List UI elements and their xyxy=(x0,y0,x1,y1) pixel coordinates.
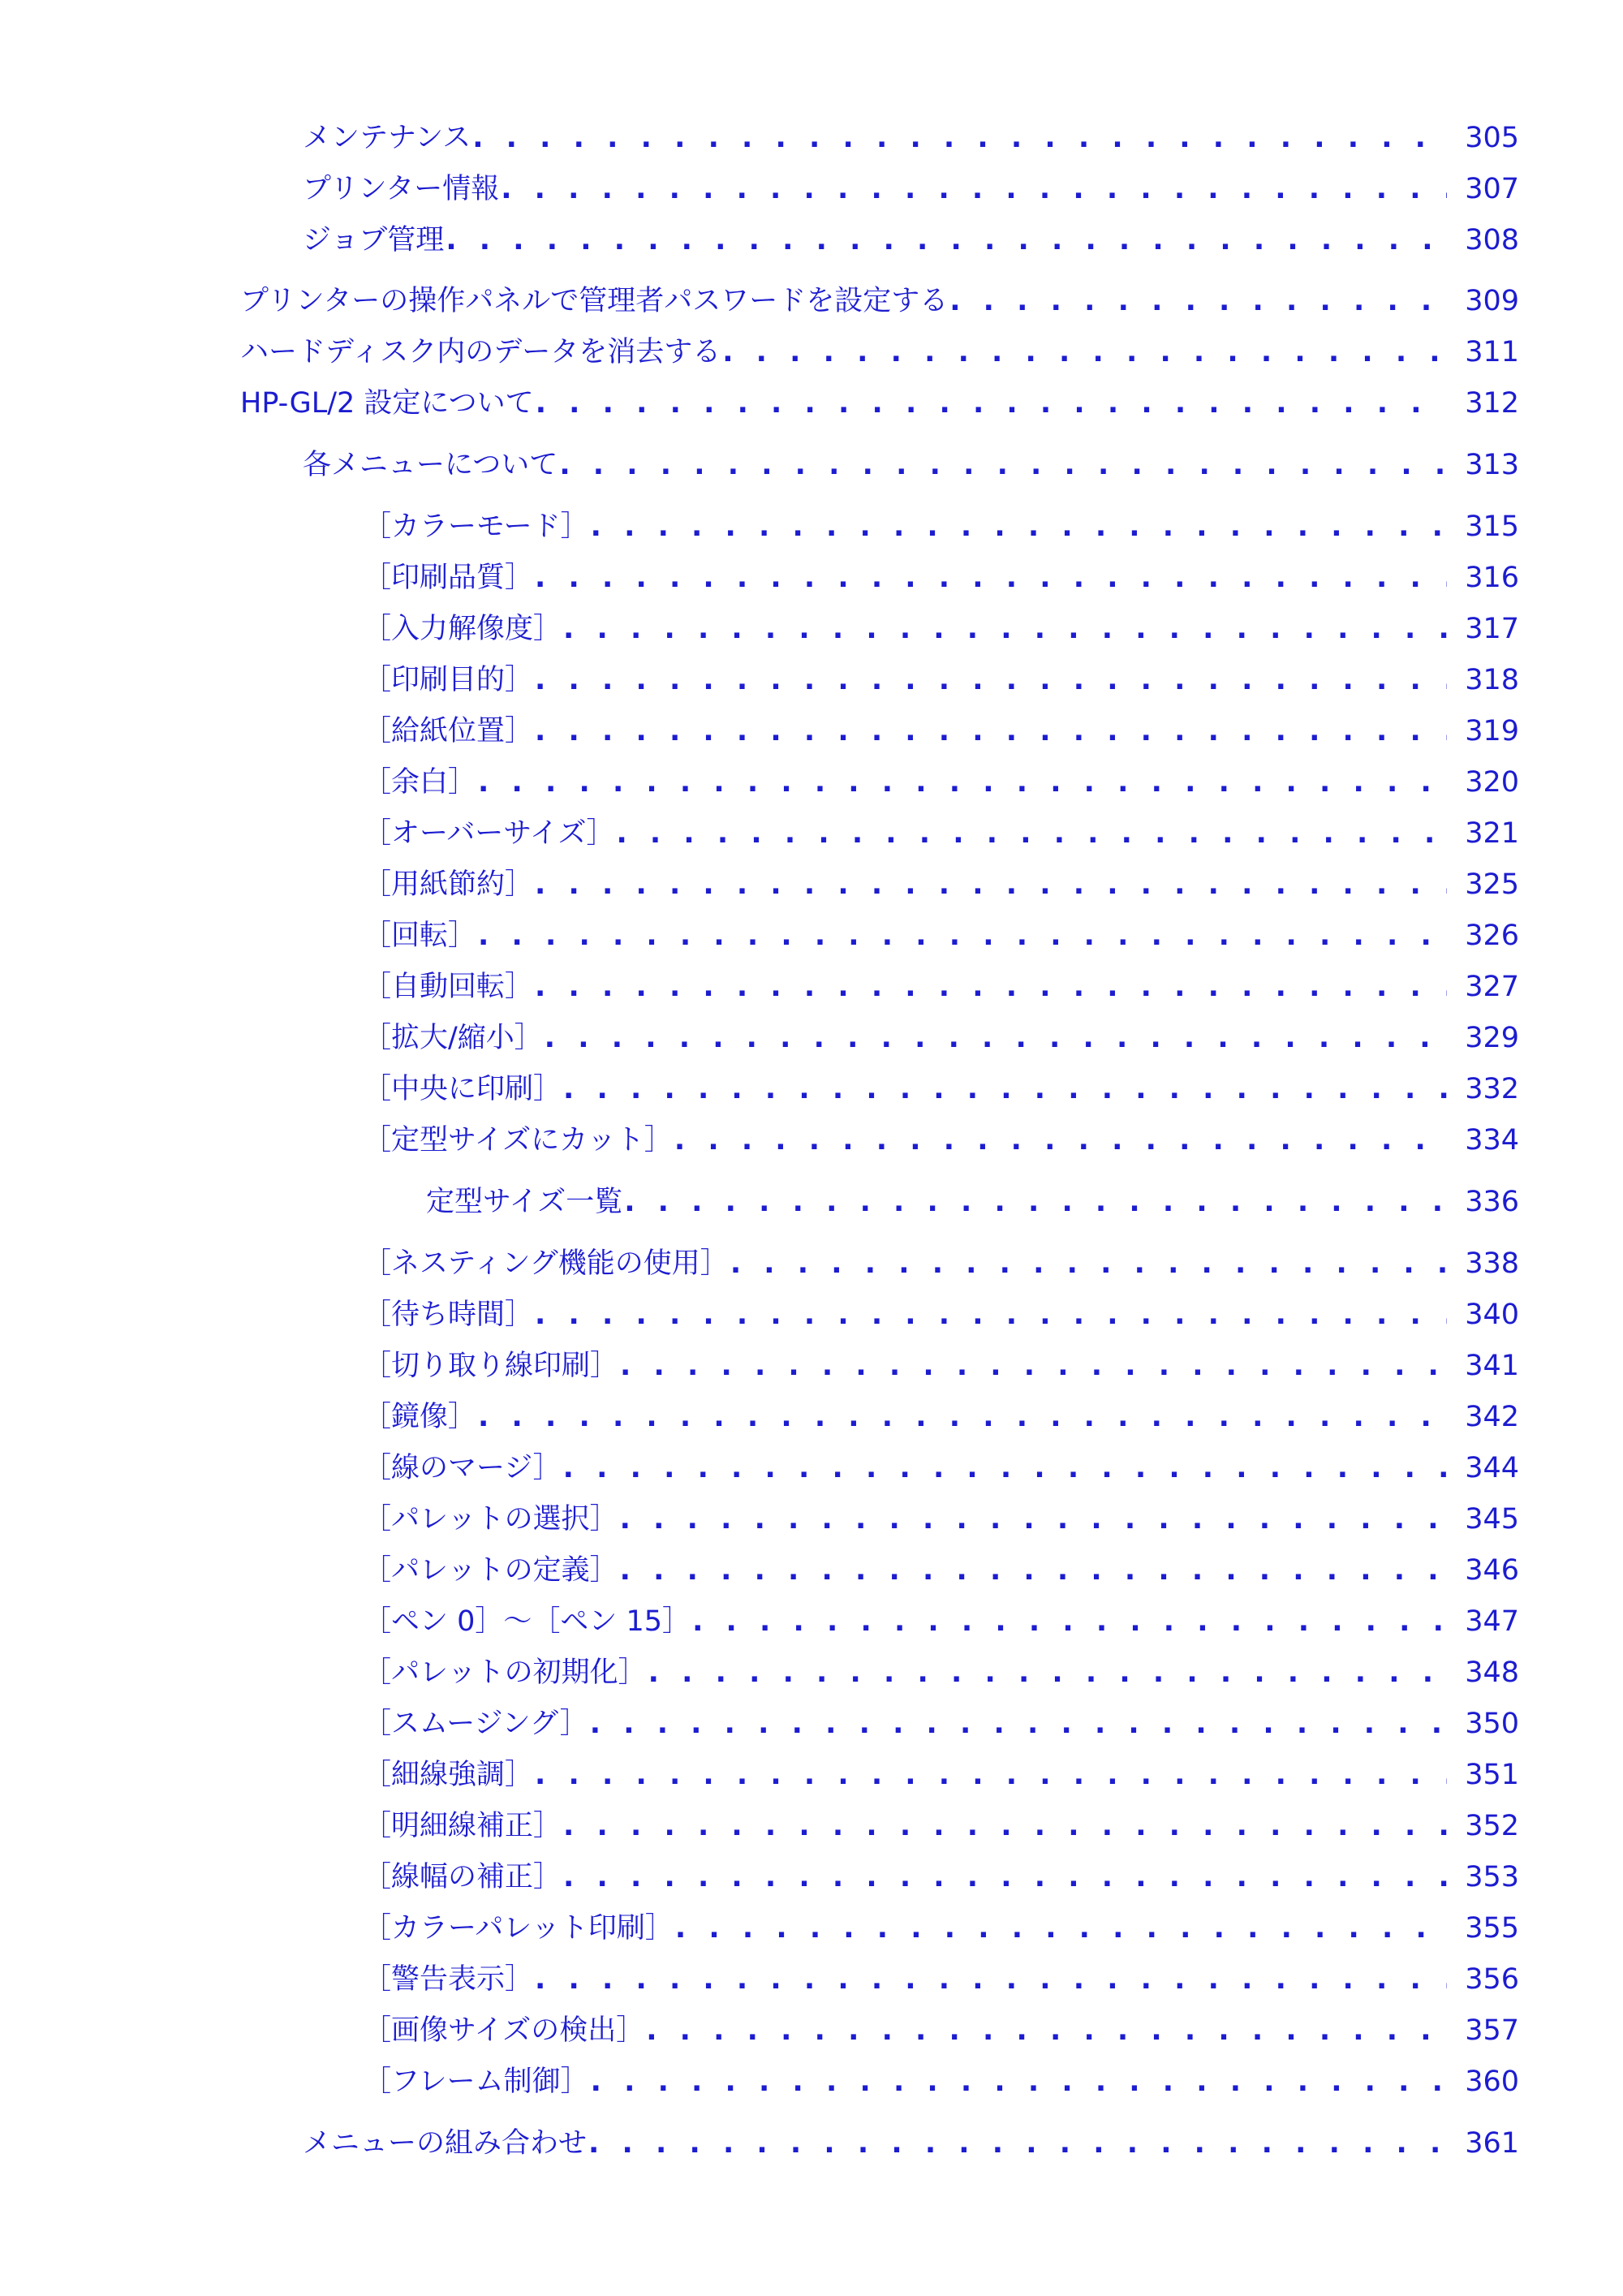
toc-dot-leader xyxy=(535,1294,1447,1335)
toc-page-number: 353 xyxy=(1465,1861,1519,1893)
toc-entry-auto-rotate[interactable] xyxy=(363,967,1519,1007)
toc-page-number: 345 xyxy=(1465,1503,1519,1536)
toc-page-number: 305 xyxy=(1465,122,1519,154)
toc-entry-printer-info[interactable] xyxy=(303,169,1519,209)
toc-dot-leader xyxy=(535,711,1447,752)
toc-entry-title: ［警告表示］ xyxy=(363,1963,534,1996)
toc-entry-title: ［カラーパレット印刷］ xyxy=(363,1912,674,1945)
toc-entry-title: ［給紙位置］ xyxy=(363,715,534,747)
toc-entry-title: ［切り取り線印刷］ xyxy=(363,1350,619,1382)
toc-entry-title: ［オーバーサイズ］ xyxy=(363,817,615,850)
toc-dot-leader xyxy=(624,1182,1447,1222)
toc-entry-title: ［自動回転］ xyxy=(363,971,534,1003)
toc-page-number: 332 xyxy=(1465,1073,1519,1105)
toc-dot-leader xyxy=(536,383,1448,424)
toc-entry-erase-hard-disk[interactable] xyxy=(240,332,1519,373)
toc-entry-title: ［拡大/縮小］ xyxy=(363,1022,543,1054)
toc-entry-wait-time[interactable] xyxy=(363,1294,1519,1335)
toc-entry-enlarge-reduce[interactable] xyxy=(363,1018,1519,1058)
toc-entry-title: ［パレットの初期化］ xyxy=(363,1656,647,1689)
toc-dot-leader xyxy=(648,1652,1448,1693)
toc-entry-paper-source[interactable] xyxy=(363,711,1519,752)
toc-page-number: 346 xyxy=(1465,1554,1519,1587)
toc-dot-leader xyxy=(563,1448,1448,1488)
toc-dot-leader xyxy=(620,1550,1448,1591)
toc-entry-standard-size-list[interactable] xyxy=(426,1182,1519,1222)
toc-dot-leader xyxy=(535,864,1447,905)
toc-page-number: 340 xyxy=(1465,1299,1519,1331)
toc-entry-title: 定型サイズ一覧 xyxy=(426,1186,623,1218)
toc-entry-thin-line-emphasis[interactable] xyxy=(363,1755,1519,1795)
toc-entry-title: ［ネスティング機能の使用］ xyxy=(363,1247,729,1280)
toc-entry-rotate[interactable] xyxy=(363,915,1519,956)
toc-page-number: 352 xyxy=(1465,1810,1519,1842)
toc-dot-leader xyxy=(563,1806,1447,1846)
toc-entry-color-mode[interactable] xyxy=(363,506,1519,547)
toc-dot-leader xyxy=(563,1857,1447,1898)
toc-entry-title: ［入力解像度］ xyxy=(363,613,562,645)
toc-dot-leader xyxy=(478,915,1447,956)
toc-entry-title: ［カラーモード］ xyxy=(363,510,589,543)
toc-entry-title: プリンター情報 xyxy=(303,173,500,205)
toc-entry-title: ［ペン 0］～［ペン 15］ xyxy=(363,1605,691,1638)
toc-entry-title: ［用紙節約］ xyxy=(363,868,534,901)
toc-entry-warning-display[interactable] xyxy=(363,1959,1519,2000)
toc-entry-title: ハードディスク内のデータを消去する xyxy=(240,336,721,368)
toc-entry-admin-password[interactable] xyxy=(240,281,1519,321)
toc-dot-leader xyxy=(535,558,1447,598)
toc-entry-title: プリンターの操作パネルで管理者パスワードを設定する xyxy=(240,285,949,317)
toc-page-number: 312 xyxy=(1465,387,1519,420)
toc-dot-leader xyxy=(478,762,1447,803)
toc-entry-title: メニューの組み合わせ xyxy=(303,2127,588,2160)
toc-dot-leader xyxy=(535,1755,1447,1795)
toc-dot-leader xyxy=(620,1346,1447,1386)
toc-entry-title: ［余白］ xyxy=(363,766,477,799)
toc-dot-leader xyxy=(949,281,1447,321)
toc-entry-title: ［細線強調］ xyxy=(363,1759,534,1791)
toc-dot-leader xyxy=(535,1959,1447,2000)
toc-dot-leader xyxy=(620,1499,1448,1540)
toc-entry-title: ［パレットの選択］ xyxy=(363,1503,618,1536)
toc-dot-leader xyxy=(559,445,1447,485)
toc-entry-title: ［鏡像］ xyxy=(363,1401,477,1433)
toc-dot-leader xyxy=(472,118,1447,158)
toc-entry-title: ［明細線補正］ xyxy=(363,1810,562,1842)
toc-entry-bright-thin-line[interactable] xyxy=(363,1806,1519,1846)
toc-page-number: 319 xyxy=(1465,715,1519,747)
toc-page-number: 336 xyxy=(1465,1186,1519,1218)
toc-dot-leader xyxy=(722,332,1447,373)
toc-page-number: 357 xyxy=(1465,2014,1519,2047)
toc-page-number: 355 xyxy=(1465,1912,1519,1945)
toc-entry-color-palette-print[interactable] xyxy=(363,1908,1519,1949)
toc-dot-leader xyxy=(730,1243,1447,1284)
toc-entry-about-menus[interactable] xyxy=(303,445,1519,485)
toc-dot-leader xyxy=(675,1908,1447,1949)
toc-entry-mirror[interactable] xyxy=(363,1397,1519,1437)
toc-entry-frame-control[interactable] xyxy=(363,2061,1519,2102)
toc-dot-leader xyxy=(535,967,1447,1007)
toc-entry-title: ［定型サイズにカット］ xyxy=(363,1124,673,1157)
toc-entry-paper-saving[interactable] xyxy=(363,864,1519,905)
toc-entry-print-quality[interactable] xyxy=(363,558,1519,598)
toc-entry-palette-define[interactable] xyxy=(363,1550,1519,1591)
toc-page-number: 351 xyxy=(1465,1759,1519,1791)
toc-entry-line-width-correction[interactable] xyxy=(363,1857,1519,1898)
toc-entry-title: 各メニューについて xyxy=(303,449,558,481)
toc-entry-smoothing[interactable] xyxy=(363,1704,1519,1744)
toc-dot-leader xyxy=(501,169,1447,209)
toc-dot-leader xyxy=(535,660,1447,700)
toc-entry-palette-select[interactable] xyxy=(363,1499,1519,1540)
toc-page-number: 318 xyxy=(1465,664,1519,696)
toc-dot-leader xyxy=(646,2010,1447,2051)
toc-page-number: 350 xyxy=(1465,1708,1519,1740)
toc-dot-leader xyxy=(590,1704,1447,1744)
toc-entry-title: ［印刷品質］ xyxy=(363,562,534,594)
toc-page-number: 321 xyxy=(1465,817,1519,850)
toc-page-number: 327 xyxy=(1465,971,1519,1003)
toc-entry-line-merge[interactable] xyxy=(363,1448,1519,1488)
toc-page-number: 313 xyxy=(1465,449,1519,481)
toc-entry-maintenance[interactable] xyxy=(303,118,1519,158)
toc-page-number: 308 xyxy=(1465,224,1519,256)
toc-entry-title: HP-GL/2 設定について xyxy=(240,387,534,420)
toc-entry-title: ジョブ管理 xyxy=(303,224,445,256)
toc-page-number: 320 xyxy=(1465,766,1519,799)
toc-entry-title: ［パレットの定義］ xyxy=(363,1554,618,1587)
toc-entry-title: ［線のマージ］ xyxy=(363,1452,562,1484)
toc-dot-leader xyxy=(591,506,1448,547)
toc-page-number: 334 xyxy=(1465,1124,1519,1157)
toc-entry-cut-line-print[interactable] xyxy=(363,1346,1519,1386)
toc-page-number: 348 xyxy=(1465,1656,1519,1689)
toc-entry-title: ［待ち時間］ xyxy=(363,1299,534,1331)
toc-dot-leader xyxy=(446,220,1447,261)
toc-entry-title: ［画像サイズの検出］ xyxy=(363,2014,645,2047)
toc-page-number: 338 xyxy=(1465,1247,1519,1280)
toc-page-number: 360 xyxy=(1465,2066,1519,2098)
toc-entry-title: ［印刷目的］ xyxy=(363,664,534,696)
toc-entry-print-purpose[interactable] xyxy=(363,660,1519,700)
toc-entry-image-size-detection[interactable] xyxy=(363,2010,1519,2051)
toc-entry-title: ［回転］ xyxy=(363,920,477,952)
toc-page-number: 325 xyxy=(1465,868,1519,901)
toc-entry-title: ［線幅の補正］ xyxy=(363,1861,562,1893)
toc-entry-title: ［フレーム制御］ xyxy=(363,2066,589,2098)
toc-entry-title: ［スムージング］ xyxy=(363,1708,588,1740)
toc-page-number: 329 xyxy=(1465,1022,1519,1054)
toc-entry-oversize[interactable] xyxy=(363,813,1519,854)
toc-entry-palette-init[interactable] xyxy=(363,1652,1519,1693)
toc-dot-leader xyxy=(478,1397,1447,1437)
toc-dot-leader xyxy=(591,2061,1448,2102)
toc-entry-margin[interactable] xyxy=(363,762,1519,803)
toc-page-number: 309 xyxy=(1465,285,1519,317)
toc-entry-menu-combinations[interactable] xyxy=(303,2123,1519,2164)
toc-page-number: 307 xyxy=(1465,173,1519,205)
toc-page-number: 315 xyxy=(1465,510,1519,543)
toc-dot-leader xyxy=(588,2123,1447,2164)
toc-entry-title: ［中央に印刷］ xyxy=(363,1073,562,1105)
toc-dot-leader xyxy=(674,1120,1447,1161)
toc-entry-job-management[interactable] xyxy=(303,220,1519,261)
toc-dot-leader xyxy=(545,1018,1447,1058)
toc-page-number: 342 xyxy=(1465,1401,1519,1433)
toc-dot-leader xyxy=(692,1601,1447,1642)
toc-page-number: 326 xyxy=(1465,920,1519,952)
toc-page-number: 361 xyxy=(1465,2127,1519,2160)
toc-page-number: 347 xyxy=(1465,1605,1519,1638)
toc-page-number: 344 xyxy=(1465,1452,1519,1484)
toc-entry-hpgl2-settings[interactable] xyxy=(240,383,1519,424)
toc-entry-nesting[interactable] xyxy=(363,1243,1519,1284)
toc-page-number: 356 xyxy=(1465,1963,1519,1996)
toc-entry-cut-to-standard-size[interactable] xyxy=(363,1120,1519,1161)
toc-dot-leader xyxy=(563,1069,1447,1109)
toc-entry-center-print[interactable] xyxy=(363,1069,1519,1109)
toc-page-number: 317 xyxy=(1465,613,1519,645)
toc-dot-leader xyxy=(616,813,1447,854)
toc-entry-pens[interactable] xyxy=(363,1601,1519,1642)
toc-dot-leader xyxy=(563,609,1447,649)
toc-page-number: 316 xyxy=(1465,562,1519,594)
toc-page-number: 311 xyxy=(1465,336,1519,368)
toc-page-number: 341 xyxy=(1465,1350,1519,1382)
toc-entry-input-resolution[interactable] xyxy=(363,609,1519,649)
toc-entry-title: メンテナンス xyxy=(303,122,471,154)
